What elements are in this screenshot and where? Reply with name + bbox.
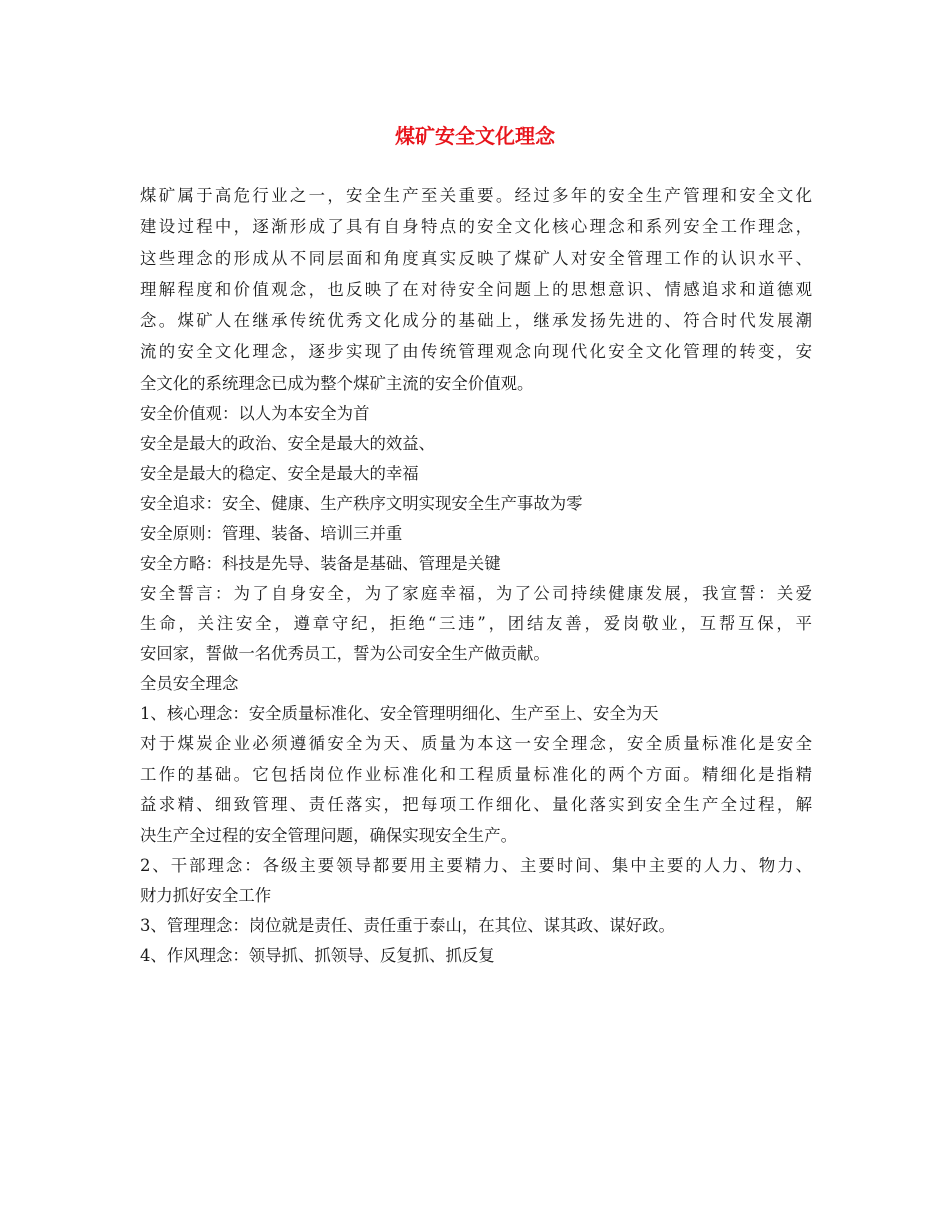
- text-line: 安回家，誓做一名优秀员工，誓为公司安全生产做贡献。: [140, 644, 550, 664]
- paragraph: [140, 851, 812, 911]
- document-title: 煤矿安全文化理念: [395, 124, 555, 148]
- paragraph: [140, 489, 812, 519]
- text-line: 4、作风理念：领导抓、抓领导、反复抓、抓反复: [140, 946, 495, 966]
- text-line: 安全价值观：以人为本安全为首: [140, 404, 370, 424]
- paragraph: [140, 911, 812, 941]
- text-line: 安全誓言：为了自身安全，为了家庭幸福，为了公司持续健康发展，我宣誓：关爱: [140, 584, 812, 604]
- text-line: 念。煤矿人在继承传统优秀文化成分的基础上，继承发扬先进的、符合时代发展潮: [140, 311, 812, 331]
- paragraph: [140, 699, 812, 729]
- text-line: 安全原则：管理、装备、培训三并重: [140, 524, 403, 544]
- paragraph: [140, 579, 812, 669]
- paragraph: [140, 941, 812, 971]
- text-line: 对于煤炭企业必须遵循安全为天、质量为本这一安全理念，安全质量标准化是安全: [140, 734, 812, 754]
- text-line: 这些理念的形成从不同层面和角度真实反映了煤矿人对安全管理工作的认识水平、: [140, 248, 812, 268]
- paragraph: [140, 669, 812, 699]
- text-line: 理解程度和价值观念，也反映了在对待安全问题上的思想意识、情感追求和道德观: [140, 279, 812, 299]
- text-line: 安全方略：科技是先导、装备是基础、管理是关键: [140, 554, 501, 574]
- text-line: 工作的基础。它包括岗位作业标准化和工程质量标准化的两个方面。精细化是指精: [140, 764, 812, 784]
- paragraph: [140, 429, 812, 459]
- paragraph: [140, 459, 812, 489]
- paragraph: [140, 729, 812, 851]
- text-line: 全文化的系统理念已成为整个煤矿主流的安全价值观。: [140, 373, 534, 393]
- text-line: 煤矿属于高危行业之一，安全生产至关重要。经过多年的安全生产管理和安全文化: [140, 186, 812, 205]
- text-line: 全员安全理念: [140, 674, 239, 694]
- text-line: 流的安全文化理念，逐步实现了由传统管理观念向现代化安全文化管理的转变，安: [140, 342, 812, 362]
- paragraph: [140, 180, 812, 399]
- text-line: 安全追求：安全、健康、生产秩序文明实现安全生产事故为零: [140, 494, 583, 514]
- paragraph: [140, 519, 812, 549]
- text-line: 安全是最大的政治、安全是最大的效益、: [140, 434, 436, 454]
- text-line: 生命，关注安全，遵章守纪，拒绝“三违”，团结友善，爱岗敬业，互帮互保，平: [140, 614, 812, 634]
- text-line: 2、干部理念：各级主要领导都要用主要精力、主要时间、集中主要的人力、物力、: [140, 856, 812, 876]
- document-body: [140, 180, 812, 971]
- paragraph: [140, 399, 812, 429]
- text-line: 益求精、细致管理、责任落实，把每项工作细化、量化落实到安全生产全过程，解: [140, 795, 812, 815]
- paragraph: [140, 549, 812, 579]
- text-line: 财力抓好安全工作: [140, 886, 272, 906]
- text-line: 决生产全过程的安全管理问题，确保实现安全生产。: [140, 825, 517, 845]
- text-line: 建设过程中，逐渐形成了具有自身特点的安全文化核心理念和系列安全工作理念，: [140, 217, 812, 237]
- text-line: 1、核心理念：安全质量标准化、安全管理明细化、生产至上、安全为天: [140, 704, 659, 724]
- text-line: 安全是最大的稳定、安全是最大的幸福: [140, 464, 419, 484]
- text-line: 3、管理理念：岗位就是责任、责任重于泰山，在其位、谋其政、谋好政。: [140, 916, 675, 936]
